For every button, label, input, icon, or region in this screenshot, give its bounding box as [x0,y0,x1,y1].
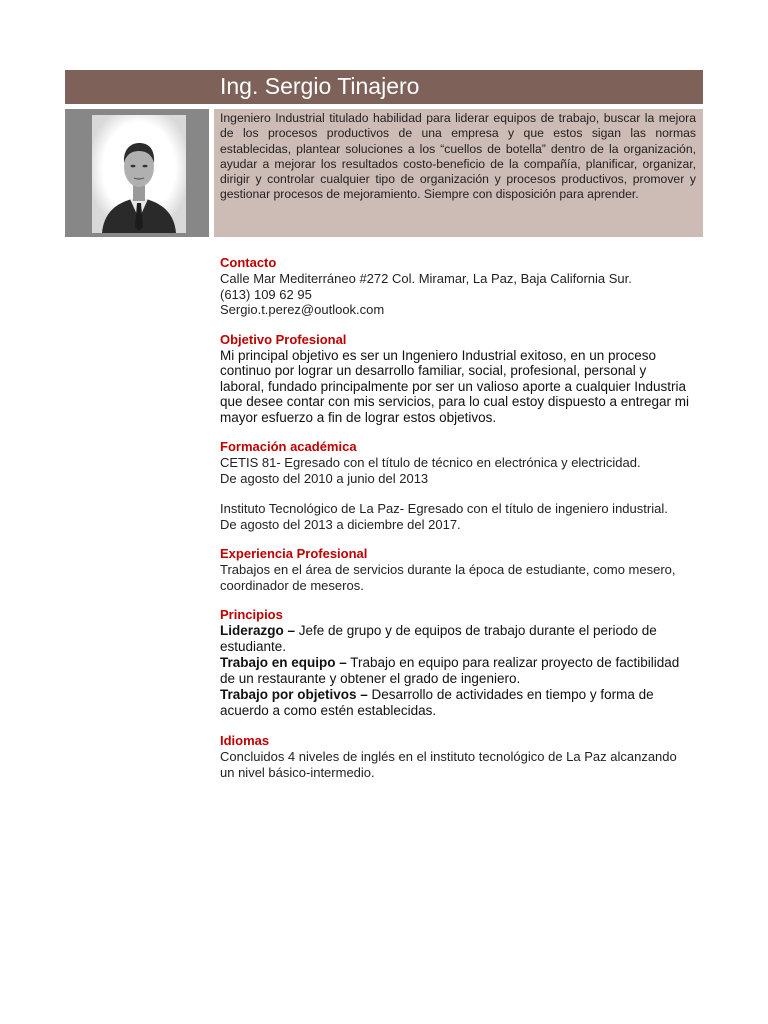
contact-phone: (613) 109 62 95 [220,286,312,302]
profile-summary: Ingeniero Industrial titulado habilidad para liderar equipos de trabajo, buscar la mejora de los procesos productivos de una empresa y que estos sigan las normas establecidas, plantear soluciones a los “cuellos de botella” dentro de la organización, ayudar a mejorar los resultados costo-beneficio de la compañía, planificar, organizar, dirigir y controlar cualquier tipo de organización y procesos productivos, promover y gestionar procesos de mejoramiento. Siempre con disposición para aprender. [220,111,696,202]
resume-body [220,255,690,794]
education-item-dates: De agosto del 2010 a junio del 2013 [220,470,429,486]
contact-section [220,255,690,318]
profile-photo [92,115,186,233]
languages-text: Concluidos 4 niveles de inglés en el instituto tecnológico de La Paz alcanzando un nivel básico-intermedio. [220,749,677,780]
summary-panel [214,109,703,237]
header-bar [65,70,703,104]
education-item-text: Instituto Tecnológico de La Paz- Egresado con el título de ingeniero industrial. [220,501,668,517]
contact-email: Sergio.t.perez@outlook.com [220,302,385,317]
objective-section [220,332,690,426]
section-title-principles: Principios [220,607,283,623]
principle-label: Trabajo en equipo – [220,655,347,671]
page-title: Ing. Sergio Tinajero [220,73,420,99]
principle-label: Liderazgo – [220,623,296,639]
principle-text: Trabajo en equipo para realizar proyecto de factibilidad de un restaurante y obtener el grado de ingeniero. [220,655,680,687]
principle-item [220,655,690,687]
experience-text: Trabajos en el área de servicios durante la época de estudiante, como mesero, coordinador de meseros. [220,562,676,593]
section-title-languages: Idiomas [220,733,270,749]
principle-text: Jefe de grupo y de equipos de trabajo durante el periodo de estudiante. [220,623,657,655]
experience-section [220,546,690,593]
principle-item [220,623,690,655]
portrait-image [92,115,186,233]
section-title-objective: Objetivo Profesional [220,331,347,347]
objective-text: Mi principal objetivo es ser un Ingeniero Industrial exitoso, en un proceso continuo por lograr un desarrollo familiar, social, profesional, personal y laboral, fundado principalmente por ser un valioso aporte a cualquier Industria que desee contar con mis servicios, para lo cual estoy dispuesto a entregar mi mayor esfuerzo a fin de lograr estos objetivos. [220,347,689,425]
education-item-text: CETIS 81- Egresado con el título de técnico en electrónica y electricidad. [220,455,641,471]
section-title-experience: Experiencia Profesional [220,546,368,562]
principle-item [220,687,690,719]
principles-section [220,607,690,719]
principle-label: Trabajo por objetivos – [220,687,368,703]
spacer [220,486,690,501]
section-title-education: Formación académica [220,439,357,455]
education-item-dates: De agosto del 2013 a diciembre del 2017. [220,516,461,532]
section-title-contact: Contacto [220,255,277,270]
languages-section [220,733,690,780]
education-section [220,439,690,532]
contact-address: Calle Mar Mediterráneo #272 Col. Miramar, La Paz, Baja California Sur. [220,271,632,286]
principle-text: Desarrollo de actividades en tiempo y forma de acuerdo a como estén establecidas. [220,687,654,719]
photo-panel [65,109,209,237]
